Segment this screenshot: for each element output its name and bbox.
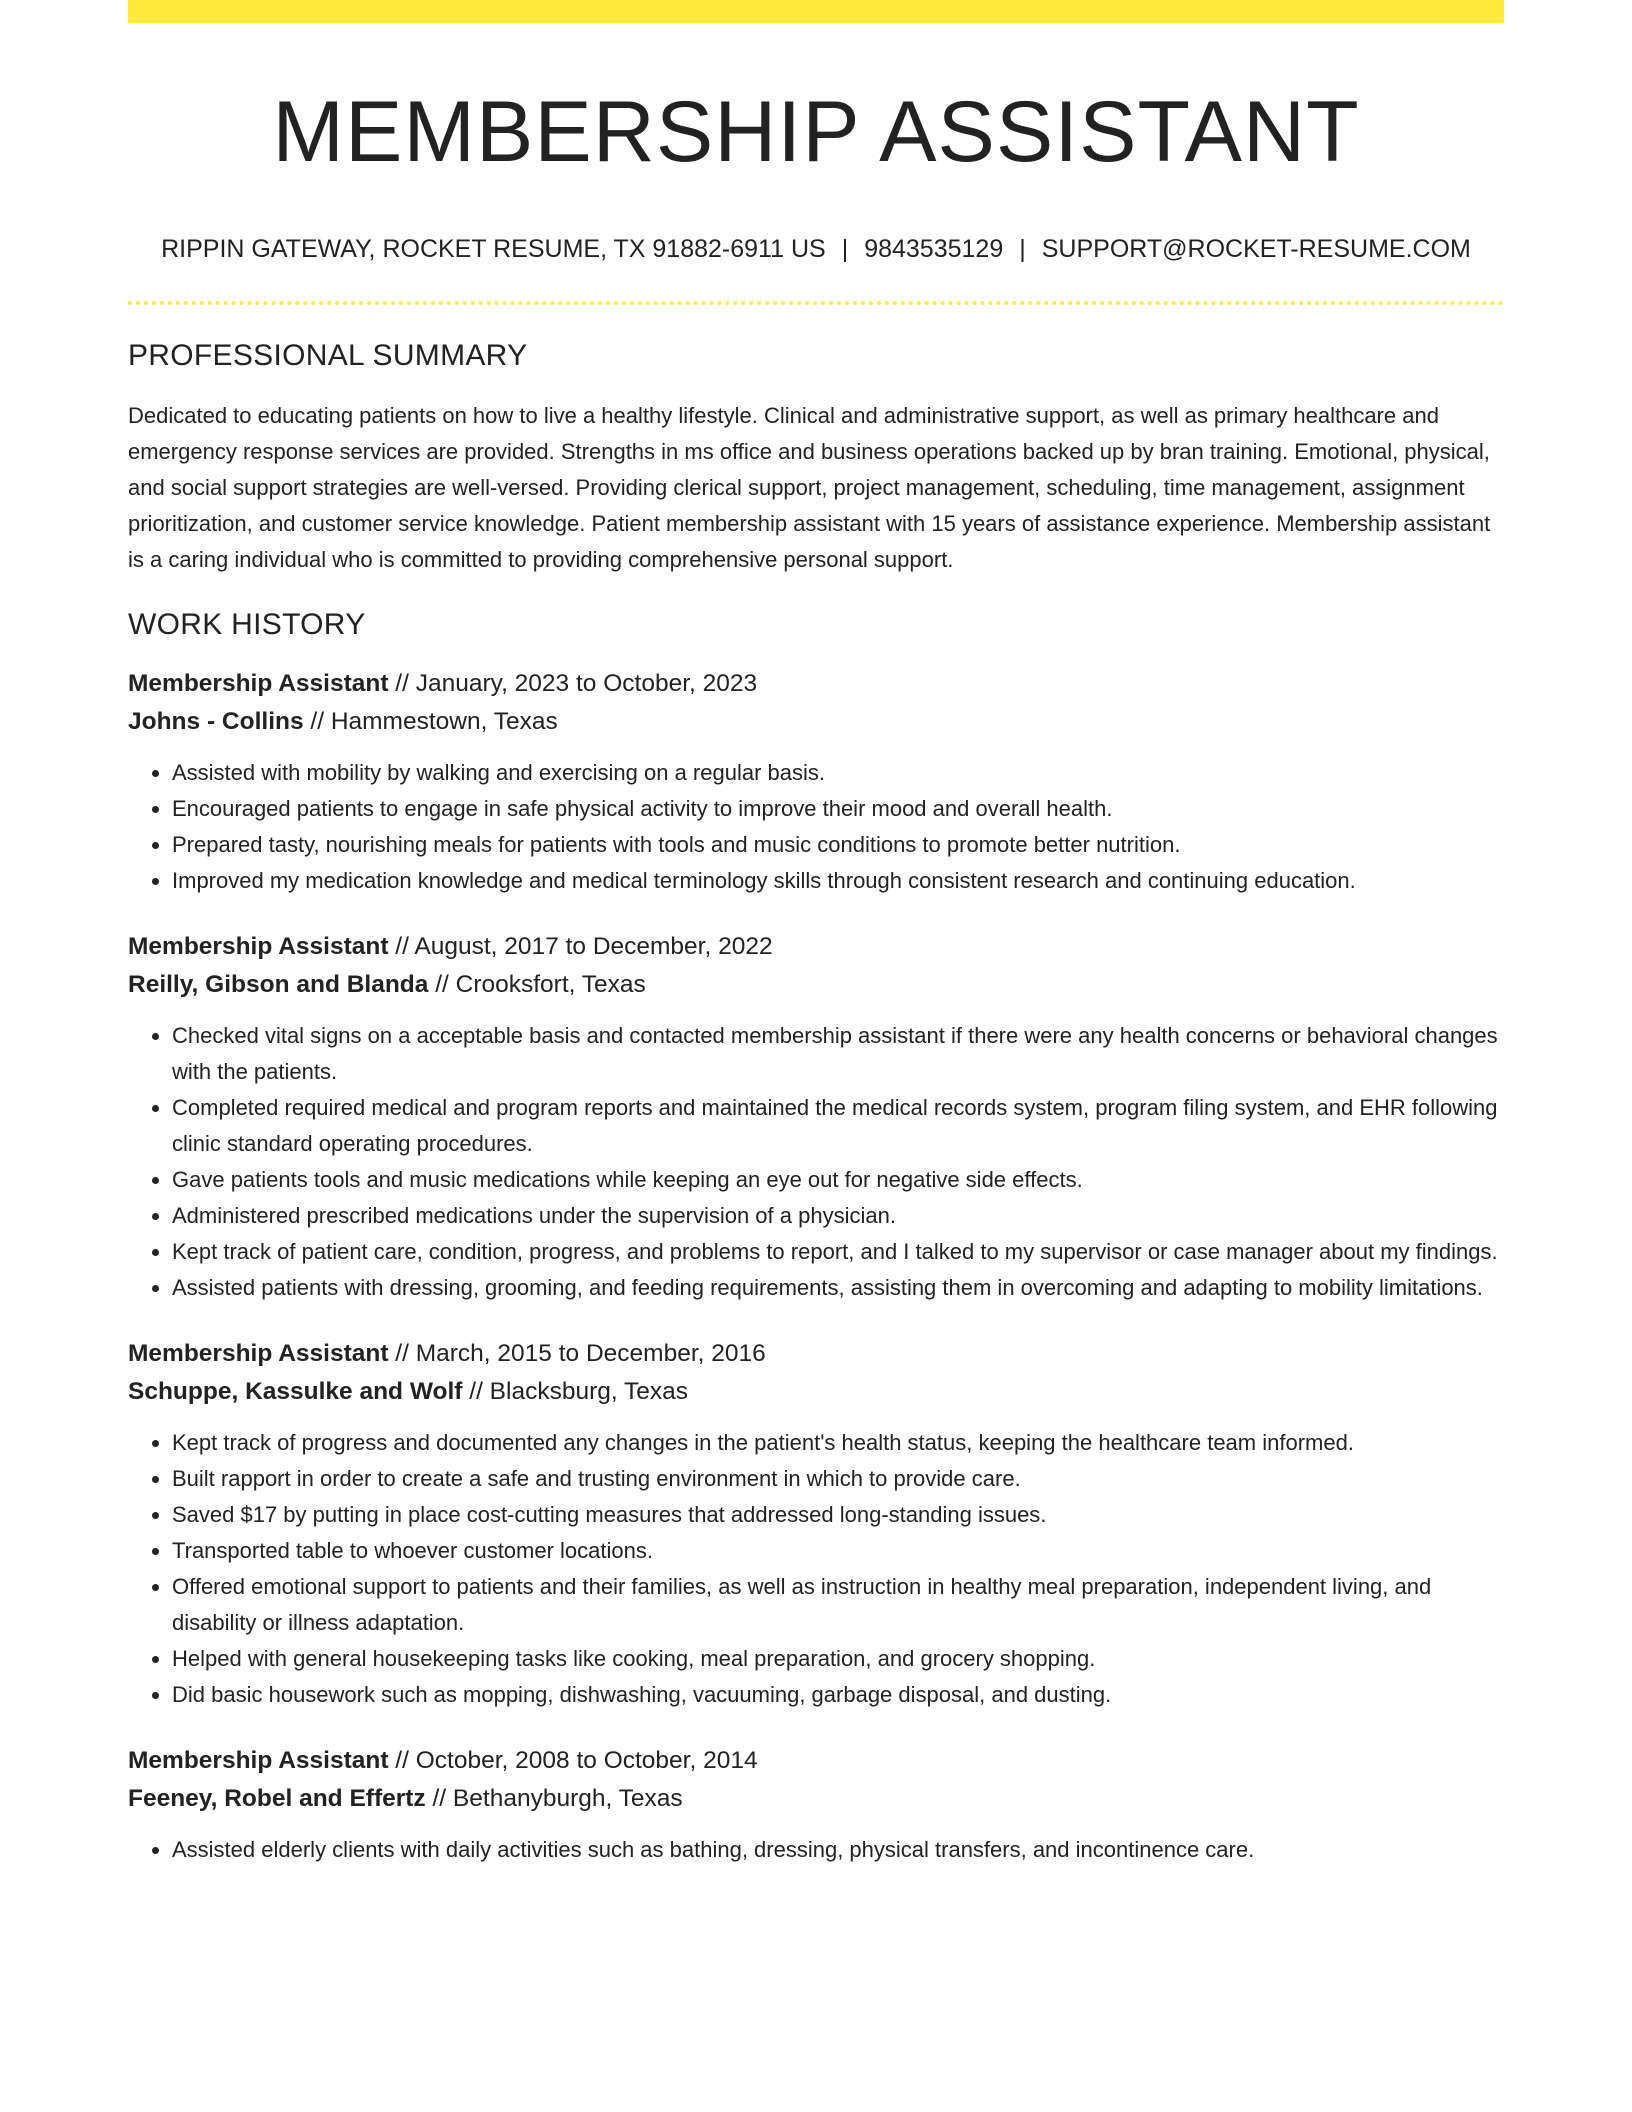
job-dates: // October, 2008 to October, 2014 bbox=[388, 1747, 758, 1774]
job-bullet: • Assisted patients with dressing, grooming, and feeding requirements, assisting them in overcoming and adapting to mobility limitations. bbox=[172, 1270, 1504, 1306]
work-history-list bbox=[128, 665, 1504, 1868]
job-title-line bbox=[128, 928, 1504, 966]
job-title-line bbox=[128, 665, 1504, 703]
phone: 9843535129 bbox=[864, 235, 1004, 263]
job-entry bbox=[128, 665, 1504, 899]
job-bullet: • Prepared tasty, nourishing meals for patients with tools and music conditions to promote better nutrition. bbox=[172, 827, 1504, 863]
job-bullet: • Transported table to whoever customer locations. bbox=[172, 1533, 1504, 1569]
contact-separator: | bbox=[841, 235, 849, 263]
job-bullet: • Completed required medical and program reports and maintained the medical records system, program filing system, and EHR following clinic standard operating procedures. bbox=[172, 1090, 1504, 1162]
job-role: Membership Assistant bbox=[128, 1340, 389, 1367]
job-bullet: • Encouraged patients to engage in safe physical activity to improve their mood and overall health. bbox=[172, 791, 1504, 827]
job-company: Reilly, Gibson and Blanda bbox=[128, 971, 429, 998]
job-bullet: • Improved my medication knowledge and medical terminology skills through consistent research and continuing education. bbox=[172, 863, 1504, 899]
job-bullets bbox=[128, 755, 1504, 899]
job-bullets bbox=[128, 1018, 1504, 1306]
work-history-heading: WORK HISTORY bbox=[128, 608, 366, 641]
job-title-line bbox=[128, 1742, 1504, 1780]
job-bullet: • Administered prescribed medications under the supervision of a physician. bbox=[172, 1198, 1504, 1234]
job-entry bbox=[128, 928, 1504, 1306]
job-company-line bbox=[128, 966, 1504, 1004]
job-bullet: • Offered emotional support to patients and their families, as well as instruction in healthy meal preparation, independent living, and disability or illness adaptation. bbox=[172, 1569, 1504, 1641]
job-dates: // August, 2017 to December, 2022 bbox=[388, 933, 773, 960]
job-location: // Crooksfort, Texas bbox=[428, 971, 646, 998]
job-bullet: • Saved $17 by putting in place cost-cutting measures that addressed long-standing issues. bbox=[172, 1497, 1504, 1533]
job-company: Feeney, Robel and Effertz bbox=[128, 1785, 426, 1812]
summary-heading: PROFESSIONAL SUMMARY bbox=[128, 339, 528, 372]
job-location: // Bethanyburgh, Texas bbox=[425, 1785, 683, 1812]
job-bullets bbox=[128, 1425, 1504, 1713]
job-title-line bbox=[128, 1335, 1504, 1373]
job-company-line bbox=[128, 1780, 1504, 1818]
candidate-name: MEMBERSHIP ASSISTANT bbox=[272, 84, 1360, 180]
job-location: // Blacksburg, Texas bbox=[462, 1378, 689, 1405]
job-dates: // January, 2023 to October, 2023 bbox=[388, 670, 758, 697]
job-bullet: • Checked vital signs on a acceptable basis and contacted membership assistant if there were any health concerns or behavioral changes with the patients. bbox=[172, 1018, 1504, 1090]
job-bullet: • Did basic housework such as mopping, dishwashing, vacuuming, garbage disposal, and dusting. bbox=[172, 1677, 1504, 1713]
job-role: Membership Assistant bbox=[128, 670, 389, 697]
job-bullet: • Helped with general housekeeping tasks like cooking, meal preparation, and grocery shopping. bbox=[172, 1641, 1504, 1677]
job-bullet: • Built rapport in order to create a safe and trusting environment in which to provide care. bbox=[172, 1461, 1504, 1497]
job-role: Membership Assistant bbox=[128, 1747, 389, 1774]
job-role: Membership Assistant bbox=[128, 933, 389, 960]
job-company-line bbox=[128, 1373, 1504, 1411]
contact-separator: | bbox=[1019, 235, 1026, 263]
contact-line bbox=[128, 233, 1504, 265]
email: SUPPORT@ROCKET-RESUME.COM bbox=[1041, 235, 1471, 263]
job-company-line bbox=[128, 703, 1504, 741]
resume-page bbox=[128, 0, 1504, 1868]
job-company: Johns - Collins bbox=[128, 708, 304, 735]
job-entry bbox=[128, 1335, 1504, 1713]
job-bullet: • Gave patients tools and music medications while keeping an eye out for negative side effects. bbox=[172, 1162, 1504, 1198]
job-bullet: • Assisted elderly clients with daily activities such as bathing, dressing, physical transfers, and incontinence care. bbox=[172, 1832, 1504, 1868]
job-company: Schuppe, Kassulke and Wolf bbox=[128, 1378, 463, 1405]
job-location: // Hammestown, Texas bbox=[303, 708, 558, 735]
address: RIPPIN GATEWAY, ROCKET RESUME, TX 91882-6911 US bbox=[161, 235, 826, 263]
job-dates: // March, 2015 to December, 2016 bbox=[388, 1340, 766, 1367]
job-bullet: • Assisted with mobility by walking and exercising on a regular basis. bbox=[172, 755, 1504, 791]
accent-bar bbox=[128, 0, 1504, 23]
job-bullet: • Kept track of patient care, condition, progress, and problems to report, and I talked to my supervisor or case manager about my findings. bbox=[172, 1234, 1504, 1270]
summary-text: Dedicated to educating patients on how to live a healthy lifestyle. Clinical and administrative support, as well as primary healthcare and emergency response services are provided. Strengths in ms office and business operations backed up by bran training. Emotional, physical, and social support strategies are well-versed. Providing clerical support, project management, scheduling, time management, assignment prioritization, and customer service knowledge. Patient membership assistant with 15 years of assistance experience. Membership assistant is a caring individual who is committed to providing comprehensive personal support. bbox=[128, 403, 1491, 572]
job-entry bbox=[128, 1742, 1504, 1868]
job-bullets bbox=[128, 1832, 1504, 1868]
job-bullet: • Kept track of progress and documented any changes in the patient's health status, keeping the healthcare team informed. bbox=[172, 1425, 1504, 1461]
dotted-divider bbox=[128, 301, 1504, 305]
